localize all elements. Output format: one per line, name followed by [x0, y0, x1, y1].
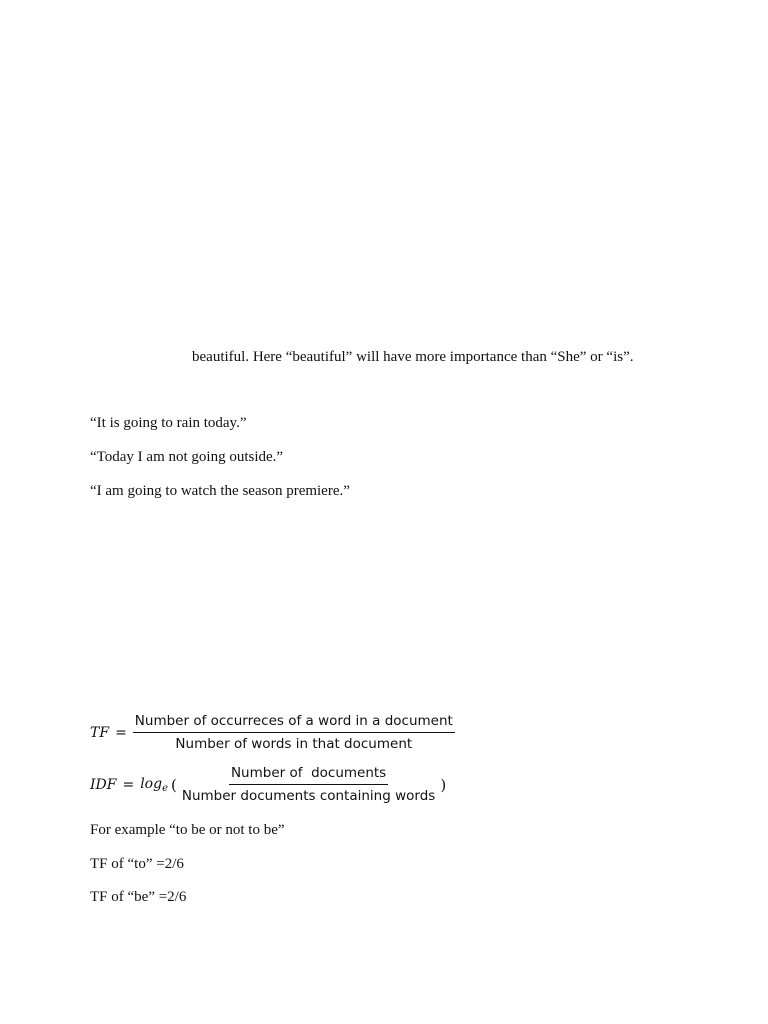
- example-sentence-1: “It is going to rain today.”: [90, 415, 247, 431]
- idf-open-paren: (: [171, 775, 177, 794]
- log-text: log: [140, 775, 163, 792]
- log-base: e: [162, 782, 168, 794]
- paragraph-fragment: beautiful. Here “beautiful” will have more importance than “She” or “is”.: [192, 349, 634, 365]
- tf-formula: [90, 713, 455, 752]
- example-intro: For example “to be or not to be”: [90, 822, 285, 838]
- example-sentence-3: “I am going to watch the season premiere.”: [90, 483, 350, 499]
- idf-equals: =: [122, 776, 135, 793]
- tf-fraction: [133, 713, 455, 752]
- idf-denominator: Number documents containing words: [181, 788, 436, 804]
- idf-numerator: Number of documents: [229, 765, 388, 785]
- tf-denominator: Number of words in that document: [175, 736, 413, 752]
- tf-symbol: TF: [90, 724, 110, 741]
- idf-close-paren: ): [440, 775, 447, 794]
- idf-log: [140, 776, 168, 794]
- tf-numerator: Number of occurreces of a word in a document: [133, 713, 455, 733]
- example-sentence-2: “Today I am not going outside.”: [90, 449, 284, 465]
- tf-equals: =: [115, 724, 127, 741]
- idf-fraction: [180, 765, 437, 804]
- example-line-1: TF of “to” =2/6: [90, 856, 184, 872]
- example-line-2: TF of “be” =2/6: [90, 889, 187, 905]
- idf-formula: [90, 765, 449, 804]
- idf-symbol: IDF: [90, 776, 117, 793]
